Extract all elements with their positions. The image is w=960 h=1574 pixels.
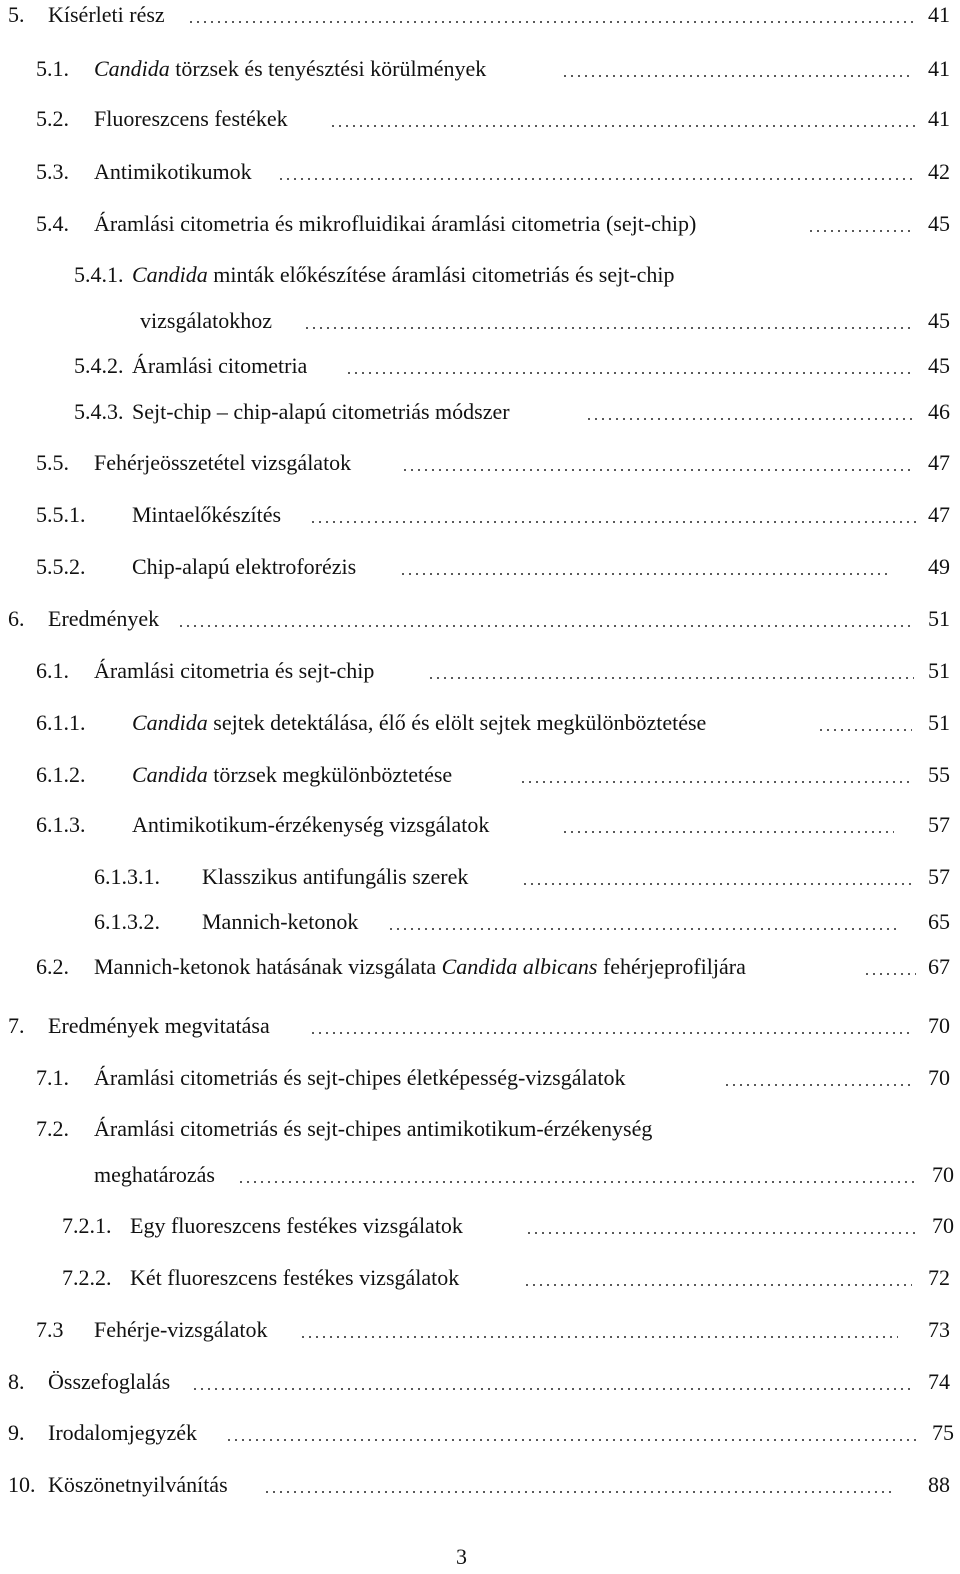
toc-number: 7.3 [36,1317,64,1342]
toc-title: Áramlási citometria [132,353,308,378]
toc-entry[interactable] [0,1158,960,1192]
toc-title: Irodalomjegyzék [48,1420,198,1445]
toc-number: 5.3. [36,159,69,184]
toc-entry[interactable] [0,706,960,740]
toc-page-number: 57 [928,812,950,837]
footer-page-number: 3 [456,1544,467,1569]
toc-number: 5.5.2. [36,554,86,579]
toc-leader [280,155,914,189]
toc-entry[interactable] [0,1313,960,1347]
toc-entry[interactable] [0,654,960,688]
toc-title: Candida sejtek detektálása, élő és elölt sejtek megkülönböztetése [132,710,707,735]
toc-page-number: 67 [928,954,950,979]
toc-leader [430,654,914,688]
toc-title: meghatározás [94,1162,215,1187]
toc-entry[interactable] [0,1009,960,1043]
toc-leader [588,395,912,429]
toc-number: 6.2. [36,954,69,979]
toc-title: Eredmények [48,606,160,631]
toc-title: Klasszikus antifungális szerek [202,864,469,889]
toc-number: 6.1.2. [36,762,86,787]
toc-leader [302,1313,898,1347]
toc-number: 9. [8,1420,25,1445]
toc-entry[interactable] [0,0,960,32]
toc-page-number: 47 [928,502,950,527]
toc-number: 6.1.3. [36,812,86,837]
toc-title: Candida törzsek megkülönböztetése [132,762,453,787]
toc-title: Sejt-chip – chip-alapú citometriás módszer [132,399,510,424]
toc-entry[interactable] [0,1365,960,1399]
toc-number: 5.4.3. [74,399,124,424]
toc-number: 7.2.2. [62,1265,112,1290]
toc-title: Fluoreszcens festékek [94,106,288,131]
toc-entry[interactable] [0,52,960,86]
toc-title: Egy fluoreszcens festékes vizsgálatok [130,1213,463,1238]
toc-number: 6.1.1. [36,710,86,735]
toc-title-italic: Candida albicans [441,954,598,979]
toc-title: Kísérleti rész [48,2,165,27]
toc-title-italic: Candida [132,710,208,735]
toc-page-number: 70 [932,1162,954,1187]
toc-entry[interactable] [0,550,960,584]
toc-number: 6.1.3.1. [94,864,160,889]
toc-number: 5.4. [36,211,69,236]
toc-entry[interactable] [0,758,960,792]
toc-title-italic: Candida [132,262,208,287]
toc-number: 5.1. [36,56,69,81]
toc-title: Mannich-ketonok hatásának vizsgálata Candida albicans fehérjeprofiljára [94,954,746,979]
toc-entry[interactable] [0,1061,960,1095]
toc-page-number: 45 [928,211,950,236]
toc-page-number: 49 [928,554,950,579]
toc-title: Áramlási citometriás és sejt-chipes antimikotikum-érzékenység [94,1116,653,1141]
toc-page-number: 41 [928,106,950,131]
toc-title: Chip-alapú elektroforézis [132,554,357,579]
toc-leader [312,1009,914,1043]
toc-title: vizsgálatokhoz [140,308,272,333]
toc-number: 10. [8,1472,36,1497]
toc-entry[interactable] [0,1416,960,1450]
toc-entry[interactable] [0,258,960,292]
toc-entry[interactable] [0,155,960,189]
toc-entry[interactable] [0,950,960,984]
toc-leader [312,498,916,532]
toc-leader [190,0,917,32]
toc-title: Candida minták előkészítése áramlási citometriás és sejt-chip [132,262,675,287]
toc-leader [866,950,916,984]
toc-title: Köszönetnyilvánítás [48,1472,228,1497]
toc-number: 7.2.1. [62,1213,112,1238]
toc-number: 7. [8,1013,25,1038]
toc-leader [404,446,912,480]
toc-page-number: 74 [928,1369,950,1394]
toc-page-number: 45 [928,353,950,378]
toc-number: 7.1. [36,1065,69,1090]
toc-title: Antimikotikum-érzékenység vizsgálatok [132,812,490,837]
toc-title: Candida törzsek és tenyésztési körülmények [94,56,487,81]
toc-leader [402,550,892,584]
toc-leader [266,1468,894,1502]
toc-title: Mintaelőkészítés [132,502,282,527]
toc-title: Összefoglalás [48,1369,171,1394]
toc-leader [332,102,916,136]
toc-title: Mannich-ketonok [202,909,359,934]
toc-entry[interactable] [0,1209,960,1243]
toc-entry[interactable] [0,304,960,338]
toc-page-number: 51 [928,606,950,631]
toc-leader [526,1261,912,1295]
toc-number: 5. [8,2,25,27]
toc-page-number: 41 [928,56,950,81]
toc-page-number: 42 [928,159,950,184]
toc-page-number: 46 [928,399,950,424]
toc-title-italic: Candida [132,762,208,787]
toc-leader [228,1416,918,1450]
toc-page-number: 47 [928,450,950,475]
toc-leader [348,349,912,383]
toc-page-number: 88 [928,1472,950,1497]
toc-entry[interactable] [0,349,960,383]
toc-entry[interactable] [0,1112,960,1146]
toc-leader [726,1061,914,1095]
toc-number: 5.4.1. [74,262,124,287]
toc-number: 7.2. [36,1116,69,1141]
toc-leader [564,52,912,86]
toc-number: 6. [8,606,25,631]
toc-page-number: 57 [928,864,950,889]
toc-leader [522,758,914,792]
toc-title: Áramlási citometria és sejt-chip [94,658,375,683]
toc-entry[interactable] [0,905,960,939]
toc-entry[interactable] [0,446,960,480]
toc-leader [524,860,914,894]
toc-leader [390,905,900,939]
toc-page-number: 75 [932,1420,954,1445]
toc-page-number: 41 [928,2,950,27]
toc-entry[interactable] [0,207,960,241]
toc-leader [194,1365,912,1399]
toc-entry[interactable] [0,102,960,136]
toc-page-number: 51 [928,710,950,735]
toc-entry[interactable] [0,1261,960,1295]
toc-number: 5.5.1. [36,502,86,527]
toc-page-number: 70 [928,1065,950,1090]
toc-entry[interactable] [0,395,960,429]
toc-page-number: 72 [928,1265,950,1290]
toc-title: Eredmények megvitatása [48,1013,270,1038]
toc-page-number: 73 [928,1317,950,1342]
toc-title: Áramlási citometria és mikrofluidikai áramlási citometria (sejt-chip) [94,211,697,236]
toc-number: 5.2. [36,106,69,131]
toc-title: Fehérje-vizsgálatok [94,1317,268,1342]
toc-entry[interactable] [0,1468,960,1502]
toc-page-number: 51 [928,658,950,683]
toc-page-number: 55 [928,762,950,787]
toc-title: Áramlási citometriás és sejt-chipes életképesség-vizsgálatok [94,1065,626,1090]
toc-page-number: 70 [932,1213,954,1238]
toc-entry[interactable] [0,602,960,636]
toc-leader [810,207,914,241]
toc-number: 5.5. [36,450,69,475]
toc-entry[interactable] [0,498,960,532]
toc-entry[interactable] [0,860,960,894]
toc-number: 6.1.3.2. [94,909,160,934]
toc-title-italic: Candida [94,56,170,81]
toc-page-number: 70 [928,1013,950,1038]
toc-leader [180,602,912,636]
toc-leader [528,1209,918,1243]
toc-leader [240,1158,916,1192]
toc-title: Fehérjeösszetétel vizsgálatok [94,450,352,475]
toc-number: 8. [8,1369,25,1394]
toc-leader [564,808,894,842]
toc-number: 6.1. [36,658,69,683]
toc-title: Két fluoreszcens festékes vizsgálatok [130,1265,460,1290]
toc-page-number: 65 [928,909,950,934]
toc-leader [306,304,910,338]
toc-number: 5.4.2. [74,353,124,378]
toc-title: Antimikotikumok [94,159,252,184]
toc-page-number: 45 [928,308,950,333]
toc-leader [820,706,912,740]
toc-entry[interactable] [0,808,960,842]
